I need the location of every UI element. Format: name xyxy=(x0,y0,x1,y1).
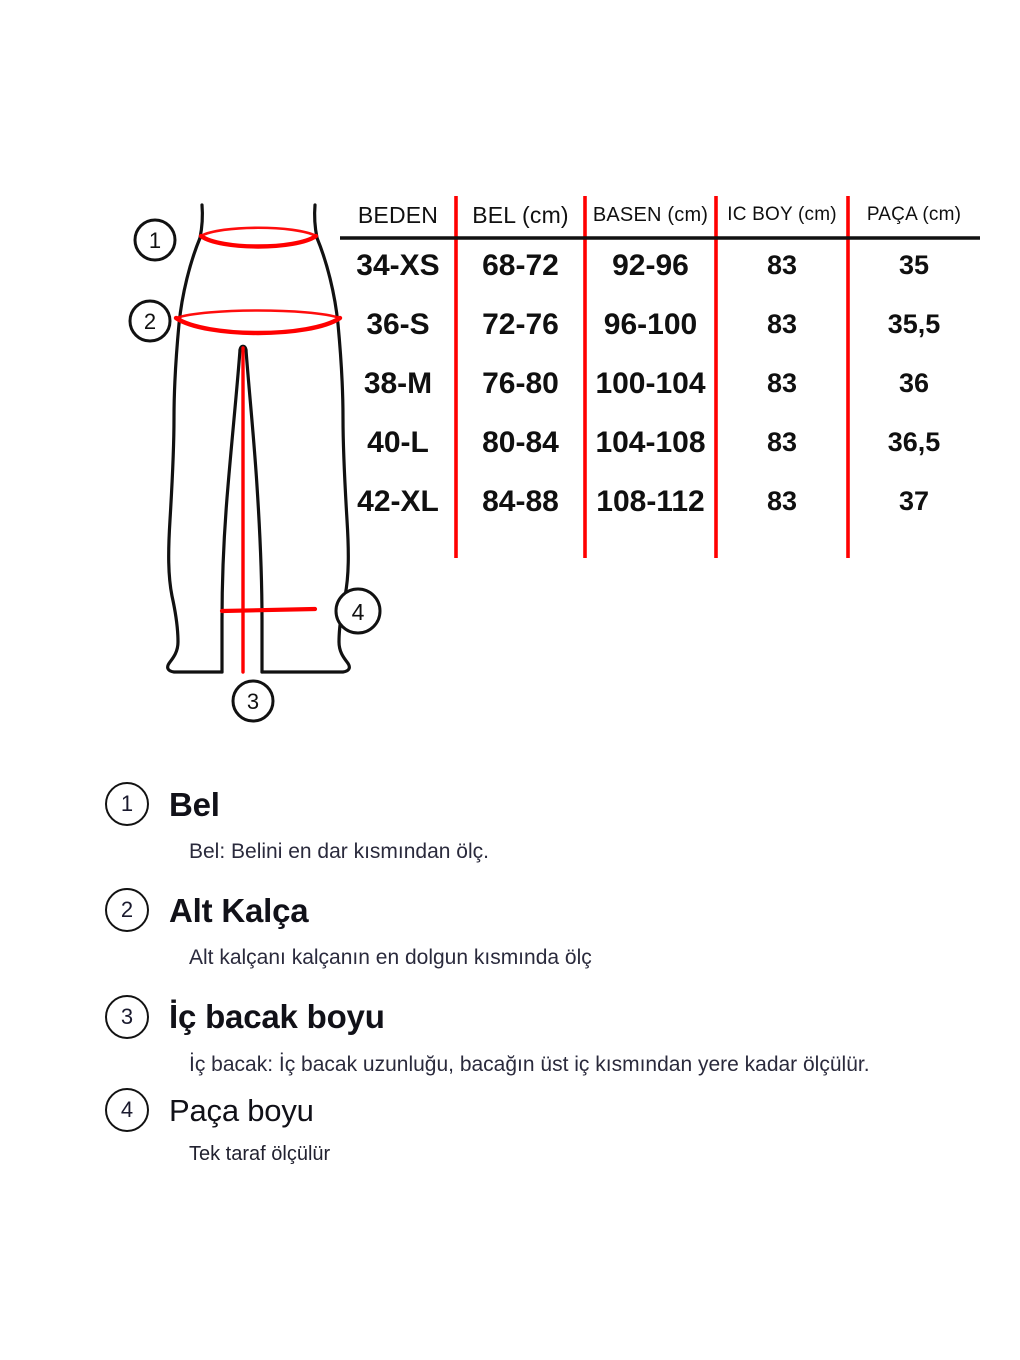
legend-marker-4 xyxy=(105,1088,149,1132)
figure-outline xyxy=(168,205,350,672)
legend-head xyxy=(105,991,965,1043)
size-table xyxy=(340,194,980,531)
legend-item-bel xyxy=(105,778,965,866)
legend-head xyxy=(105,1087,965,1133)
column-header-paca: PAÇA (cm) xyxy=(866,204,962,225)
column-header-basen: BASEN (cm) xyxy=(592,203,709,226)
diagram-marker-1 xyxy=(135,220,175,260)
cell-basen: 104-108 xyxy=(595,425,706,459)
cell-beden: 34-XS xyxy=(356,248,440,282)
column-header-ic-boy: IC BOY (cm) xyxy=(727,204,837,225)
legend-title-ic-bacak-boyu: İç bacak boyu xyxy=(169,998,385,1036)
table-row xyxy=(340,236,980,295)
legend-item-paca-boyu xyxy=(105,1087,965,1168)
hip-measure-line xyxy=(176,311,340,334)
legend-item-alt-kalca xyxy=(105,884,965,972)
table-header-row xyxy=(340,194,980,236)
cell-paca: 36 xyxy=(898,368,930,398)
cell-paca: 35,5 xyxy=(887,309,941,339)
waist-measure-line xyxy=(201,228,316,247)
cell-basen: 92-96 xyxy=(612,248,689,282)
legend-marker-2 xyxy=(105,888,149,932)
legend-title-bel: Bel xyxy=(169,785,220,823)
diagram-marker-3-label: 3 xyxy=(246,689,260,714)
legend-desc-alt-kalca: Alt kalçanı kalçanın en dolgun kısmında ölç xyxy=(189,946,592,970)
diagram-marker-3 xyxy=(233,681,273,721)
cell-bel: 80-84 xyxy=(482,425,559,459)
cell-beden: 40-L xyxy=(367,425,429,459)
legend-item-ic-bacak-boyu xyxy=(105,991,965,1079)
legend-marker-2-label: 2 xyxy=(120,897,134,923)
cell-ic-boy: 83 xyxy=(766,427,798,457)
legend-title-paca-boyu: Paça boyu xyxy=(169,1092,314,1128)
legend-desc-bel: Bel: Belini en dar kısmından ölç. xyxy=(189,840,489,863)
measurement-legend xyxy=(105,778,965,1186)
cell-paca: 37 xyxy=(898,486,930,516)
legend-marker-3 xyxy=(105,995,149,1039)
hem-measure-line xyxy=(222,609,315,611)
table-row xyxy=(340,354,980,413)
legend-marker-1-label: 1 xyxy=(120,791,134,816)
cell-ic-boy: 83 xyxy=(766,368,798,398)
size-chart-table xyxy=(340,194,980,564)
cell-beden: 42-XL xyxy=(357,484,439,518)
cell-paca: 35 xyxy=(898,250,930,280)
cell-bel: 72-76 xyxy=(482,307,559,341)
column-header-beden: BEDEN xyxy=(357,201,439,228)
legend-marker-1 xyxy=(105,782,149,826)
cell-ic-boy: 83 xyxy=(766,250,798,280)
diagram-marker-4-label: 4 xyxy=(351,599,365,625)
table-row xyxy=(340,413,980,472)
table-row xyxy=(340,472,980,531)
cell-paca: 36,5 xyxy=(887,427,941,457)
diagram-marker-1-label: 1 xyxy=(148,228,162,253)
cell-beden: 38-M xyxy=(363,366,433,400)
cell-bel: 84-88 xyxy=(482,484,559,518)
legend-desc-paca-boyu: Tek taraf ölçülür xyxy=(189,1143,331,1166)
legend-title-alt-kalca: Alt Kalça xyxy=(169,891,309,929)
diagram-marker-2-label: 2 xyxy=(143,309,157,334)
cell-bel: 76-80 xyxy=(482,366,559,400)
column-header-bel: BEL (cm) xyxy=(472,201,569,228)
cell-basen: 108-112 xyxy=(596,484,705,518)
table-row xyxy=(340,295,980,354)
legend-marker-4-label: 4 xyxy=(120,1097,134,1123)
legend-head xyxy=(105,884,965,936)
diagram-marker-4 xyxy=(336,589,380,633)
cell-ic-boy: 83 xyxy=(766,486,798,516)
legend-marker-3-label: 3 xyxy=(120,1003,134,1029)
legend-desc-ic-bacak-boyu: İç bacak: İç bacak uzunluğu, bacağın üst iç kısmından yere kadar ölçülür. xyxy=(189,1052,870,1076)
cell-beden: 36-S xyxy=(366,307,430,341)
cell-ic-boy: 83 xyxy=(766,309,798,339)
diagram-marker-2 xyxy=(130,301,170,341)
legend-head xyxy=(105,778,965,830)
cell-basen: 100-104 xyxy=(595,366,706,400)
cell-basen: 96-100 xyxy=(603,307,698,341)
cell-bel: 68-72 xyxy=(482,248,559,282)
